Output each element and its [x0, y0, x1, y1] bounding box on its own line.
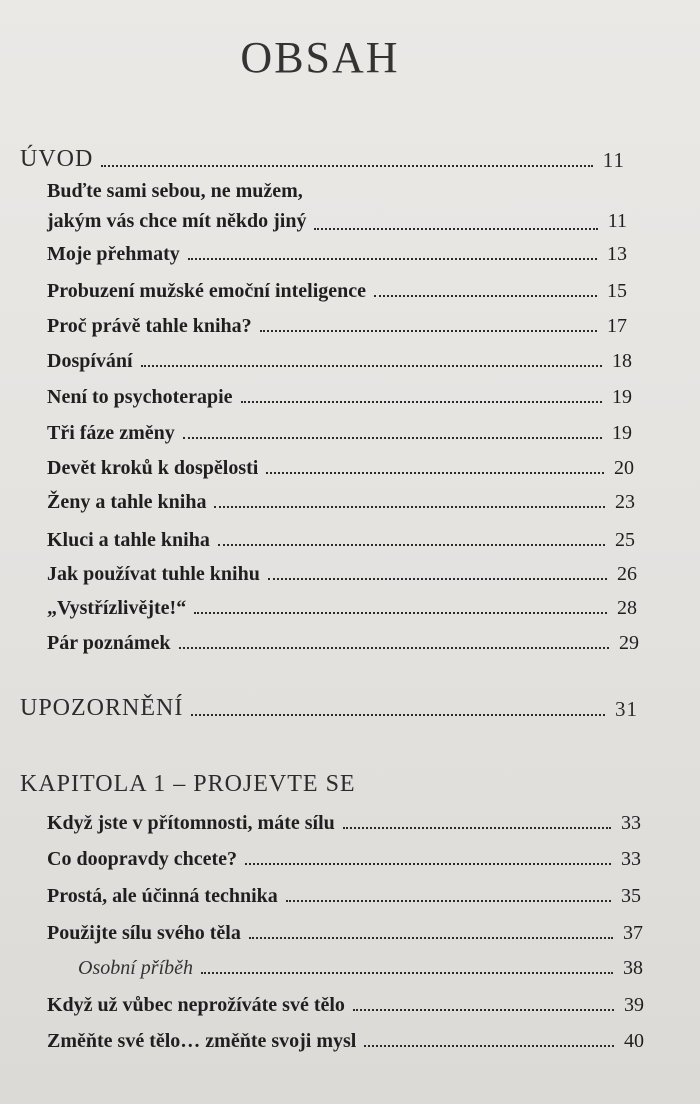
entry-label: Kluci a tahle kniha [47, 529, 210, 551]
entry-label: Změňte své tělo… změňte svoji mysl [47, 1030, 357, 1052]
dot-leader [179, 647, 609, 649]
dot-leader [141, 365, 602, 367]
dot-leader [314, 228, 597, 230]
entry-label: Moje přehmaty [47, 243, 180, 265]
dot-leader [268, 578, 607, 580]
page-number: 26 [617, 563, 637, 585]
section-label: ÚVOD [20, 146, 94, 172]
toc-entry[interactable] [47, 350, 632, 373]
page-number: 33 [621, 812, 641, 834]
toc-entry[interactable] [47, 812, 641, 835]
entry-label: Prostá, ale účinná technika [47, 885, 278, 907]
page-number: 13 [607, 243, 627, 265]
entry-label-line2: jakým vás chce mít někdo jiný [47, 210, 307, 232]
dot-leader [214, 506, 605, 508]
dot-leader [260, 330, 597, 332]
toc-section-upozorneni[interactable] [20, 695, 638, 722]
dot-leader [343, 827, 611, 829]
page-number: 37 [623, 922, 643, 944]
dot-leader [191, 714, 605, 716]
dot-leader [245, 863, 611, 865]
dot-leader [201, 972, 613, 974]
page-number: 11 [607, 210, 627, 232]
dot-leader [218, 544, 605, 546]
section-label: UPOZORNĚNÍ [20, 695, 184, 721]
page-number: 38 [623, 957, 643, 979]
entry-label: Probuzení mužské emoční inteligence [47, 280, 367, 302]
dot-leader [194, 612, 607, 614]
entry-label: „Vystřízlivějte!“ [47, 597, 187, 619]
toc-entry[interactable] [47, 315, 627, 338]
page-number: 31 [615, 697, 638, 721]
entry-label: Osobní příběh [78, 957, 193, 979]
entry-label: Ženy a tahle kniha [47, 491, 207, 513]
toc-entry[interactable] [47, 632, 639, 655]
entry-label: Když jste v přítomnosti, máte sílu [47, 812, 335, 834]
toc-entry[interactable] [47, 885, 641, 908]
entry-label: Tři fáze změny [47, 422, 175, 444]
entry-label: Proč právě tahle kniha? [47, 315, 252, 337]
toc-entry[interactable] [47, 1030, 644, 1053]
toc-entry[interactable] [47, 597, 637, 620]
page-number: 28 [617, 597, 637, 619]
entry-label: Devět kroků k dospělosti [47, 457, 259, 479]
page-title: OBSAH [240, 33, 400, 82]
dot-leader [266, 472, 604, 474]
page-number: 39 [624, 994, 644, 1016]
page-number: 19 [612, 422, 632, 444]
dot-leader [241, 401, 602, 403]
entry-label: Dospívání [47, 350, 133, 372]
toc-entry[interactable] [47, 280, 627, 303]
dot-leader [183, 437, 602, 439]
dot-leader [353, 1009, 614, 1011]
toc-entry[interactable] [47, 529, 635, 552]
page-number: 33 [621, 848, 641, 870]
page-number: 19 [612, 386, 632, 408]
section-label: KAPITOLA 1 – PROJEVTE SE [20, 771, 356, 797]
toc-entry[interactable] [47, 848, 641, 871]
page-number: 15 [607, 280, 627, 302]
page-number: 17 [607, 315, 627, 337]
page-number: 18 [612, 350, 632, 372]
entry-label: Když už vůbec neprožíváte své tělo [47, 994, 345, 1016]
toc-entry[interactable] [47, 994, 644, 1017]
entry-label: Co doopravdy chcete? [47, 848, 237, 870]
page-number: 25 [615, 529, 635, 551]
toc-section-kapitola-1[interactable] [20, 771, 640, 798]
dot-leader [101, 165, 592, 167]
toc-entry[interactable] [47, 563, 637, 586]
page-number: 11 [602, 148, 625, 172]
entry-label-line1: Buďte sami sebou, ne mužem, [47, 180, 303, 202]
toc-entry[interactable] [47, 422, 632, 445]
entry-label: Pár poznámek [47, 632, 171, 654]
page-number: 20 [614, 457, 634, 479]
entry-label: Použijte sílu svého těla [47, 922, 241, 944]
page-number: 23 [615, 491, 635, 513]
page-number: 29 [619, 632, 639, 654]
toc-entry[interactable] [47, 386, 632, 409]
entry-label [47, 176, 306, 236]
dot-leader [188, 258, 597, 260]
toc-section-uvod[interactable] [20, 146, 625, 173]
page-number: 35 [621, 885, 641, 907]
toc-entry[interactable] [47, 922, 643, 945]
toc-entry[interactable] [78, 957, 643, 980]
entry-label: Jak používat tuhle knihu [47, 563, 260, 585]
dot-leader [364, 1045, 614, 1047]
toc-entry[interactable] [47, 491, 635, 514]
toc-entry[interactable] [47, 457, 634, 480]
dot-leader [286, 900, 611, 902]
entry-label: Není to psychoterapie [47, 386, 233, 408]
dot-leader [249, 937, 613, 939]
toc-entry[interactable] [47, 176, 627, 236]
dot-leader [374, 295, 597, 297]
toc-entry[interactable] [47, 243, 627, 266]
page-number: 40 [624, 1030, 644, 1052]
